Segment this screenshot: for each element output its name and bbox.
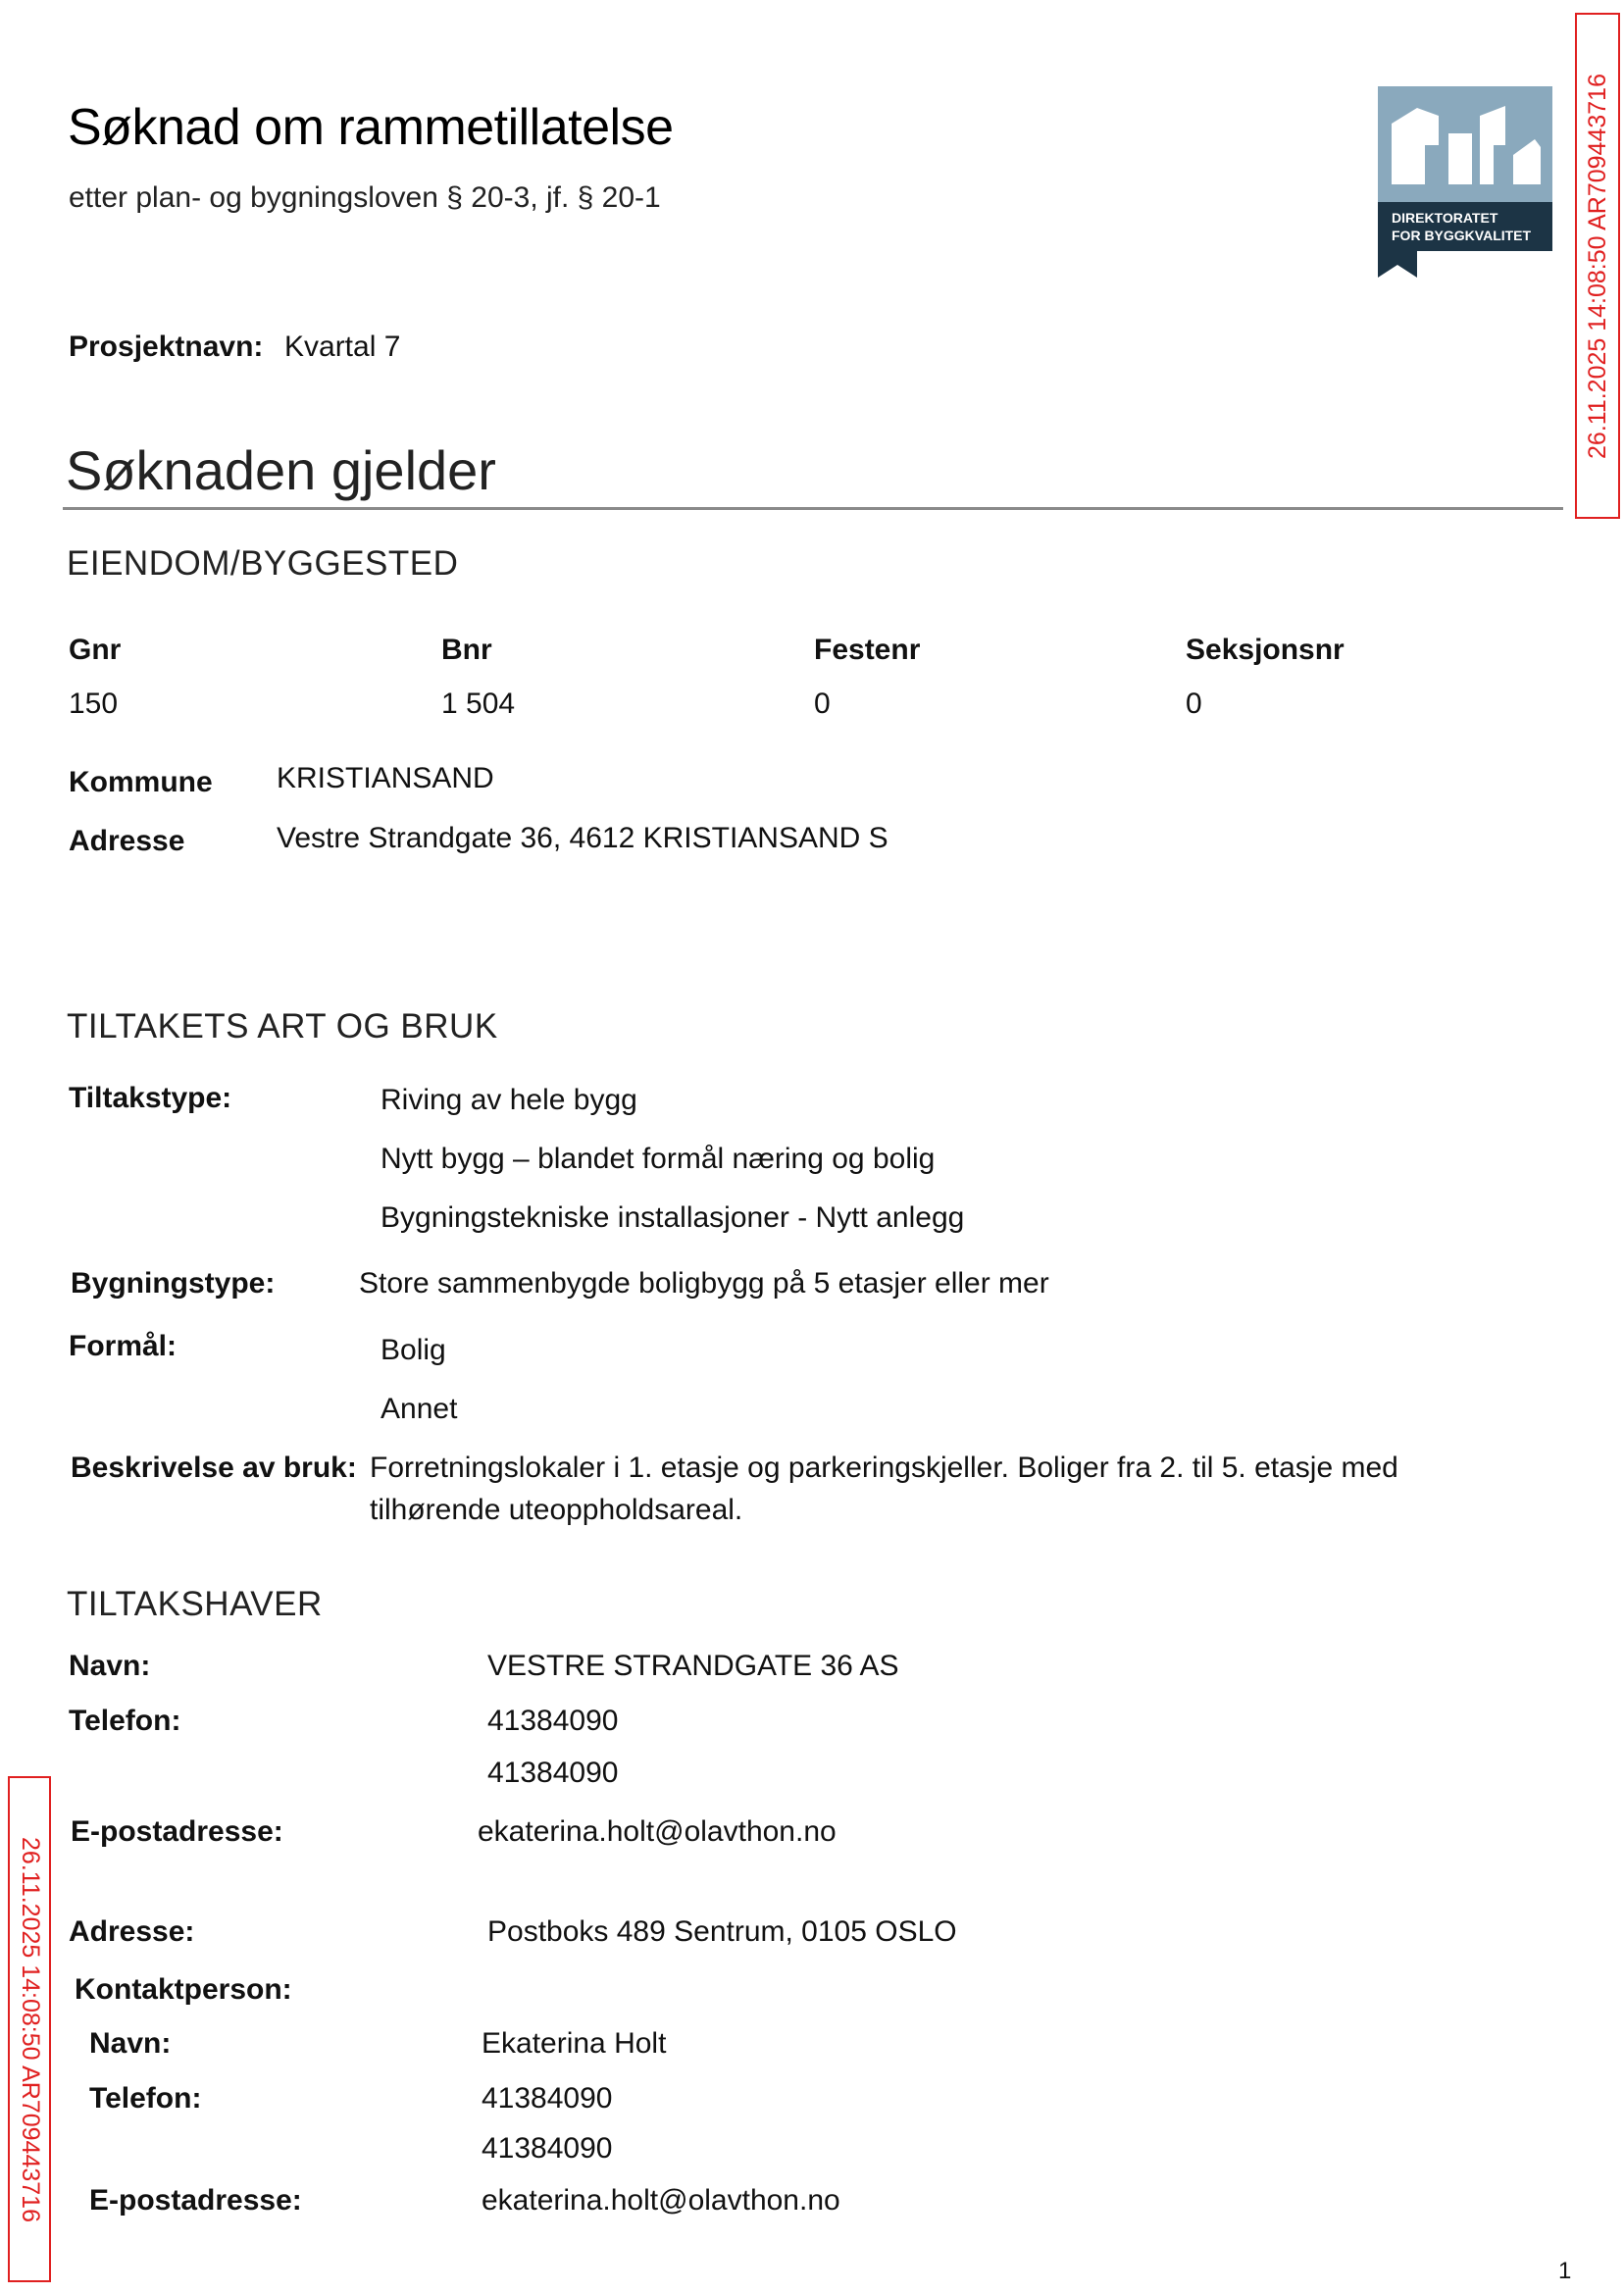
tiltakshaver-telefon-value-2: 41384090 <box>487 1757 619 1789</box>
formal-value-1: Bolig <box>381 1334 446 1366</box>
tiltakstype-label: Tiltakstype: <box>69 1082 232 1114</box>
kontakt-navn-label: Navn: <box>89 2027 172 2060</box>
subsection-heading-tiltakshaver: TILTAKSHAVER <box>67 1585 323 1623</box>
bygningstype-value: Store sammenbygde boligbygg på 5 etasjer eller mer <box>359 1267 1049 1300</box>
stamp-text: 26.11.2025 14:08:50 AR709443716 <box>1583 73 1611 459</box>
section-divider <box>63 507 1563 510</box>
tiltakstype-value-3: Bygningstekniske installasjoner - Nytt anlegg <box>381 1201 965 1234</box>
tiltakshaver-navn-value: VESTRE STRANDGATE 36 AS <box>487 1650 899 1682</box>
tiltakstype-value-2: Nytt bygg – blandet formål næring og bolig <box>381 1143 936 1175</box>
seksjonsnr-value: 0 <box>1186 688 1202 720</box>
bnr-label: Bnr <box>441 634 492 666</box>
kontakt-epost-label: E-postadresse: <box>89 2184 302 2217</box>
tiltakshaver-telefon-value-1: 41384090 <box>487 1705 619 1737</box>
kommune-label: Kommune <box>69 766 213 798</box>
subsection-heading-eiendom: EIENDOM/BYGGESTED <box>67 544 459 583</box>
festenr-value: 0 <box>814 688 831 720</box>
timestamp-stamp-left <box>8 1776 51 2282</box>
logo-text-line2: FOR BYGGKVALITET <box>1392 228 1532 243</box>
gnr-value: 150 <box>69 688 119 720</box>
subsection-heading-tiltak: TILTAKETS ART OG BRUK <box>67 1007 498 1045</box>
tiltakstype-value-1: Riving av hele bygg <box>381 1084 637 1116</box>
document-title: Søknad om rammetillatelse <box>68 99 674 156</box>
kontaktperson-label: Kontaktperson: <box>75 1973 292 2006</box>
tiltakshaver-adresse-value: Postboks 489 Sentrum, 0105 OSLO <box>487 1915 957 1948</box>
section-title: Søknaden gjelder <box>66 439 496 501</box>
tiltakshaver-navn-label: Navn: <box>69 1650 151 1682</box>
kontakt-epost-value: ekaterina.holt@olavthon.no <box>482 2184 840 2217</box>
formal-value-2: Annet <box>381 1393 458 1425</box>
dibk-logo <box>1378 86 1552 278</box>
logo-text-line1: DIREKTORATET <box>1392 210 1498 226</box>
formal-label: Formål: <box>69 1330 178 1362</box>
bnr-value: 1 504 <box>441 688 516 720</box>
tiltakshaver-epost-label: E-postadresse: <box>71 1815 283 1848</box>
gnr-label: Gnr <box>69 634 122 666</box>
kontakt-navn-value: Ekaterina Holt <box>482 2027 667 2060</box>
project-name-value: Kvartal 7 <box>284 331 401 363</box>
project-name-label: Prosjektnavn: <box>69 331 264 363</box>
kontakt-telefon-label: Telefon: <box>89 2082 202 2115</box>
beskrivelse-label: Beskrivelse av bruk: <box>71 1452 357 1484</box>
beskrivelse-line-2: tilhørende uteoppholdsareal. <box>370 1494 743 1526</box>
tiltakshaver-adresse-label: Adresse: <box>69 1915 195 1948</box>
seksjonsnr-label: Seksjonsnr <box>1186 634 1345 666</box>
timestamp-stamp-right <box>1575 13 1620 519</box>
adresse-value: Vestre Strandgate 36, 4612 KRISTIANSAND S <box>277 822 888 854</box>
stamp-text: 26.11.2025 14:08:50 AR709443716 <box>16 1836 44 2222</box>
dibk-logo-graphic <box>1378 86 1552 278</box>
kontakt-telefon-value-1: 41384090 <box>482 2082 613 2115</box>
tiltakshaver-epost-value: ekaterina.holt@olavthon.no <box>478 1815 837 1848</box>
kontakt-telefon-value-2: 41384090 <box>482 2132 613 2165</box>
adresse-label: Adresse <box>69 825 185 857</box>
tiltakshaver-telefon-label: Telefon: <box>69 1705 181 1737</box>
page-number: 1 <box>1558 2258 1572 2284</box>
document-subtitle: etter plan- og bygningsloven § 20-3, jf. § 20-1 <box>69 181 661 214</box>
bygningstype-label: Bygningstype: <box>71 1267 276 1300</box>
kommune-value: KRISTIANSAND <box>277 762 494 794</box>
festenr-label: Festenr <box>814 634 921 666</box>
beskrivelse-line-1: Forretningslokaler i 1. etasje og parkeringskjeller. Boliger fra 2. til 5. etasje med <box>370 1452 1398 1484</box>
